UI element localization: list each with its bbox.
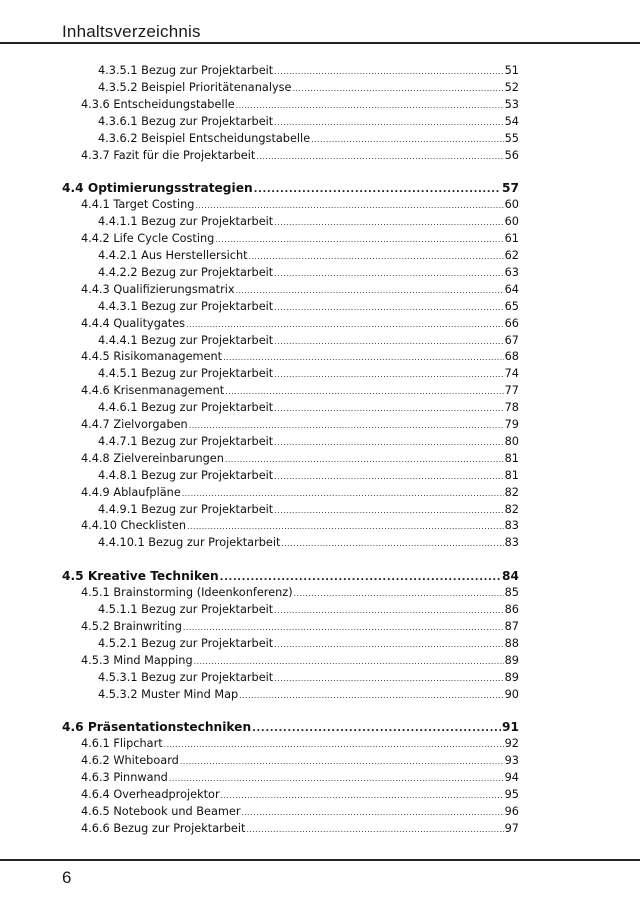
toc-dot-leader <box>274 401 503 417</box>
toc-entry[interactable] <box>98 214 519 230</box>
page-number: 6 <box>62 868 72 887</box>
toc-entry-label: 4.3.6.2 Beispiel Entscheidungstabelle <box>98 131 311 145</box>
toc-entry-label: 4.3.5.1 Bezug zur Projektarbeit <box>98 64 274 77</box>
toc-entry-label: 4.4.1 Target Costing <box>81 198 195 212</box>
toc-entry-label: 4.4.5.1 Bezug zur Projektarbeit <box>98 367 274 381</box>
toc-dot-leader <box>186 317 504 333</box>
toc-page-number: 91 <box>502 720 519 735</box>
header-rule <box>0 42 640 44</box>
toc-page-number: 77 <box>504 384 519 398</box>
toc-page-number: 68 <box>504 350 519 364</box>
toc-dot-leader <box>183 620 504 636</box>
toc-entry-label: 4.4.3 Qualifizierungsmatrix <box>81 282 235 296</box>
footer-rule <box>0 859 640 861</box>
toc-entry[interactable] <box>98 114 519 130</box>
toc-entry[interactable] <box>98 265 519 281</box>
toc-section-heading[interactable] <box>62 719 519 735</box>
toc-page-number: 67 <box>504 333 519 347</box>
toc-entry[interactable] <box>98 602 519 618</box>
toc-entry-label: 4.4.10 Checklisten <box>81 519 186 533</box>
toc-page-number: 74 <box>504 367 519 381</box>
toc-entry-label: 4.6.2 Whiteboard <box>81 754 179 768</box>
toc-dot-leader <box>187 519 504 535</box>
toc-entry-label: 4.4.8.1 Bezug zur Projektarbeit <box>98 468 274 482</box>
toc-dot-leader <box>274 637 503 653</box>
toc-entry-label: 4.4.3.1 Bezug zur Projektarbeit <box>98 299 274 313</box>
toc-entry[interactable] <box>98 63 519 79</box>
toc-dot-leader <box>274 266 503 282</box>
toc-entry-label: 4.3.5.2 Beispiel Prioritätenanalyse <box>98 80 292 94</box>
toc-dot-leader <box>246 822 503 838</box>
toc-entry-label: 4.4.2.2 Bezug zur Projektarbeit <box>98 265 274 279</box>
toc-page-number: 93 <box>504 754 519 768</box>
toc-page-number: 66 <box>504 316 519 330</box>
toc-page-number: 62 <box>504 249 519 262</box>
toc-page-number: 87 <box>504 619 519 633</box>
toc-dot-leader <box>311 132 503 148</box>
toc-entry[interactable] <box>81 417 519 433</box>
toc-dot-leader <box>274 115 503 131</box>
toc-page-number: 81 <box>504 468 519 482</box>
toc-dot-leader <box>274 671 503 687</box>
toc-entry[interactable] <box>81 349 519 365</box>
toc-entry-label: 4.4.2.1 Aus Herstellersicht <box>98 249 248 262</box>
toc-entry-label: 4.5.3 Mind Mapping <box>81 653 193 667</box>
toc-entry[interactable] <box>98 366 519 382</box>
toc-page-number: 95 <box>504 788 519 801</box>
toc-page-number: 88 <box>504 636 519 650</box>
toc-entry-label: 4.5 Kreative Techniken <box>62 569 219 584</box>
toc-page-number: 56 <box>504 148 519 162</box>
toc-entry[interactable] <box>81 451 519 467</box>
toc-page-number: 63 <box>504 265 519 279</box>
toc-page-number: 83 <box>504 519 519 533</box>
toc-dot-leader <box>164 737 504 753</box>
toc-page-number: 90 <box>504 687 519 701</box>
toc-dot-leader <box>239 688 503 704</box>
toc-entry-label: 4.4.4.1 Bezug zur Projektarbeit <box>98 333 274 347</box>
toc-entry[interactable] <box>98 468 519 484</box>
toc-entry[interactable] <box>81 736 519 752</box>
toc-dot-leader <box>249 249 504 265</box>
toc-page-number: 84 <box>502 569 519 584</box>
toc-entry[interactable] <box>98 400 519 416</box>
toc-dot-leader <box>236 98 504 114</box>
toc-dot-leader <box>220 570 501 586</box>
toc-entry-label: 4.5.1.1 Bezug zur Projektarbeit <box>98 603 274 616</box>
toc-page-number: 60 <box>504 198 519 212</box>
toc-entry-label: 4.4.6.1 Bezug zur Projektarbeit <box>98 401 274 415</box>
toc-page-number: 89 <box>504 653 519 667</box>
toc-dot-leader <box>180 754 504 770</box>
toc-dot-leader <box>221 788 504 804</box>
toc-entry[interactable] <box>81 282 519 298</box>
toc-entry-label: 4.4.8 Zielvereinbarungen <box>81 451 224 465</box>
toc-entry-label: 4.6.4 Overheadprojektor <box>81 788 220 801</box>
toc-entry[interactable] <box>81 197 519 213</box>
toc-dot-leader <box>274 603 503 619</box>
toc-entry[interactable] <box>98 636 519 652</box>
toc-page-number: 55 <box>504 131 519 145</box>
toc-entry[interactable] <box>98 80 519 96</box>
toc-entry-label: 4.4.6 Krisenmanagement <box>81 384 225 398</box>
toc-page-number: 82 <box>504 485 519 499</box>
toc-dot-leader <box>254 182 501 198</box>
toc-entry[interactable] <box>81 619 519 635</box>
toc-entry-label: 4.4.9 Ablaufpläne <box>81 485 181 499</box>
toc-page-number: 80 <box>504 434 519 448</box>
toc-dot-leader <box>182 486 504 502</box>
toc-dot-leader <box>292 81 503 97</box>
toc-dot-leader <box>195 198 503 214</box>
toc-entry-label: 4.6.5 Notebook und Beamer <box>81 804 241 818</box>
toc-entry-label: 4.4.4 Qualitygates <box>81 316 186 330</box>
toc-section-heading[interactable] <box>62 180 519 196</box>
toc-entry[interactable] <box>81 804 519 820</box>
toc-entry-label: 4.6.6 Bezug zur Projektarbeit <box>81 821 246 835</box>
toc-entry-label: 4.4.7.1 Bezug zur Projektarbeit <box>98 434 274 448</box>
toc-page-number: 89 <box>504 670 519 684</box>
toc-dot-leader <box>274 435 503 451</box>
toc-entry-label: 4.4.9.1 Bezug zur Projektarbeit <box>98 502 274 516</box>
toc-dot-leader <box>169 771 504 787</box>
toc-entry[interactable] <box>81 821 519 837</box>
toc-dot-leader <box>194 654 504 670</box>
toc-entry-label: 4.5.1 Brainstorming (Ideenkonferenz) <box>81 586 293 600</box>
toc-page-number: 86 <box>504 603 519 616</box>
toc-page-number: 97 <box>504 821 519 835</box>
toc-entry[interactable] <box>98 299 519 315</box>
toc-entry-label: 4.4.10.1 Bezug zur Projektarbeit <box>98 536 281 550</box>
toc-page-number: 54 <box>504 114 519 128</box>
toc-dot-leader <box>223 350 504 366</box>
toc-page-number: 64 <box>504 282 519 296</box>
toc-dot-leader <box>252 721 501 737</box>
toc-dot-leader <box>274 503 503 519</box>
toc-entry[interactable] <box>81 231 519 247</box>
toc-dot-leader <box>281 536 503 552</box>
toc-dot-leader <box>294 586 504 602</box>
toc-page-number: 82 <box>504 502 519 516</box>
toc-page-number: 60 <box>504 215 519 229</box>
toc-entry[interactable] <box>98 131 519 147</box>
toc-page-number: 78 <box>504 401 519 415</box>
toc-page-number: 83 <box>504 536 519 550</box>
toc-entry[interactable] <box>98 535 519 551</box>
toc-entry-label: 4.6.3 Pinnwand <box>81 771 168 785</box>
toc-entry-label: 4.4.2 Life Cycle Costing <box>81 232 215 246</box>
toc-page-number: 57 <box>502 181 519 196</box>
toc-page-number: 51 <box>504 64 519 77</box>
toc-entry[interactable] <box>98 687 519 703</box>
toc-entry[interactable] <box>81 485 519 501</box>
toc-entry[interactable] <box>81 787 519 803</box>
toc-page-number: 96 <box>504 804 519 818</box>
toc-entry-label: 4.3.6.1 Bezug zur Projektarbeit <box>98 114 274 128</box>
toc-entry-label: 4.4.5 Risikomanagement <box>81 350 223 364</box>
toc-dot-leader <box>274 215 503 231</box>
toc-entry-label: 4.5.3.1 Bezug zur Projektarbeit <box>98 670 274 684</box>
toc-dot-leader <box>242 805 504 821</box>
toc-dot-leader <box>274 64 503 80</box>
toc-entry[interactable] <box>98 502 519 518</box>
toc-entry-label: 4.4.7 Zielvorgaben <box>81 418 188 431</box>
toc-entry-label: 4.3.6 Entscheidungstabelle <box>81 97 235 111</box>
toc-page-number: 61 <box>504 232 519 246</box>
toc-dot-leader <box>189 418 504 434</box>
toc-page-number: 53 <box>504 97 519 111</box>
toc-entry-label: 4.6 Präsentationstechniken <box>62 720 252 735</box>
toc-entry[interactable] <box>81 518 519 534</box>
page-header-title: Inhaltsverzeichnis <box>62 22 201 41</box>
toc-dot-leader <box>236 283 504 299</box>
toc-dot-leader <box>274 334 503 350</box>
toc-entry-label: 4.5.2.1 Bezug zur Projektarbeit <box>98 636 274 650</box>
toc-dot-leader <box>274 469 503 485</box>
toc-entry[interactable] <box>98 670 519 686</box>
toc-entry[interactable] <box>98 434 519 450</box>
toc-dot-leader <box>225 384 503 400</box>
toc-dot-leader <box>274 367 503 383</box>
toc-entry-label: 4.3.7 Fazit für die Projektarbeit <box>81 148 256 162</box>
toc-entry[interactable] <box>81 97 519 113</box>
toc-entry-label: 4.4.1.1 Bezug zur Projektarbeit <box>98 215 274 229</box>
toc-dot-leader <box>215 232 503 248</box>
toc-entry[interactable] <box>81 585 519 601</box>
toc-entry[interactable] <box>81 383 519 399</box>
toc-entry[interactable] <box>81 148 519 164</box>
toc-page-number: 65 <box>504 299 519 313</box>
toc-entry[interactable] <box>81 770 519 786</box>
toc-page-number: 94 <box>504 771 519 785</box>
toc-dot-leader <box>274 300 503 316</box>
toc-page-number: 52 <box>504 80 519 94</box>
toc-dot-leader <box>225 452 504 468</box>
toc-dot-leader <box>256 149 503 165</box>
toc-entry[interactable] <box>98 333 519 349</box>
toc-page-number: 81 <box>504 451 519 465</box>
toc-entry[interactable] <box>81 653 519 669</box>
toc-entry[interactable] <box>98 248 519 264</box>
toc-entry[interactable] <box>81 753 519 769</box>
toc-section-heading[interactable] <box>62 568 519 584</box>
toc-page-number: 79 <box>504 418 519 431</box>
toc-page-number: 85 <box>504 586 519 600</box>
toc-entry-label: 4.4 Optimierungsstrategien <box>62 181 253 196</box>
toc-page-number: 92 <box>504 737 519 751</box>
toc-entry-label: 4.5.2 Brainwriting <box>81 619 182 633</box>
toc-entry-label: 4.5.3.2 Muster Mind Map <box>98 687 239 701</box>
toc-entry[interactable] <box>81 316 519 332</box>
toc-entry-label: 4.6.1 Flipchart <box>81 737 163 751</box>
